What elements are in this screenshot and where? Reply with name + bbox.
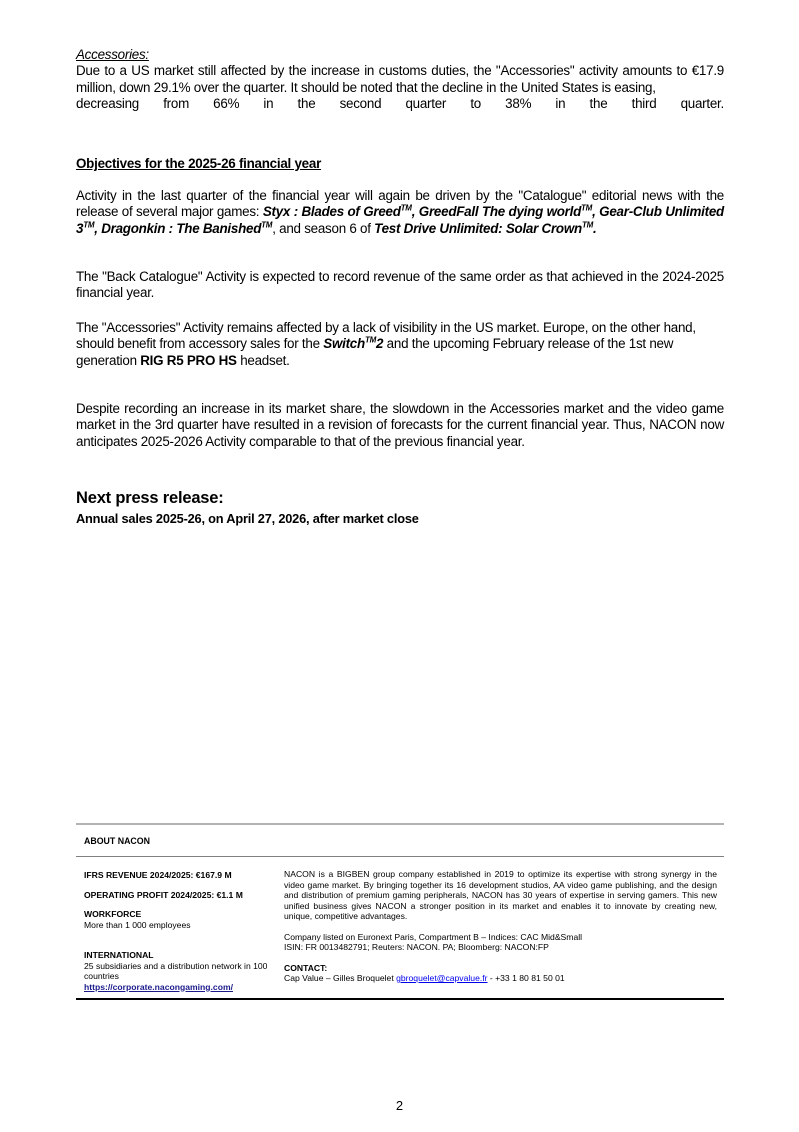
- game-title-styx: Styx : Blades of Greed: [262, 204, 401, 220]
- international-fact: INTERNATIONAL 25 subsidiaries and a distribution network in 100 countries https://corporate.nacongaming.com/: [84, 950, 268, 992]
- objectives-paragraph-back-catalogue: The "Back Catalogue" Activity is expected to record revenue of the same order as that achieved in the 2024-2025 financial year.: [76, 269, 724, 301]
- game-title-tdu: Test Drive Unlimited: Solar Crown: [374, 220, 582, 236]
- objectives-paragraph-forecast: Despite recording an increase in its market share, the slowdown in the Accessories market and the video game market in the 3rd quarter have resulted in a revision of forecasts for the current financial year. Thus, NACON now anticipates 2025-2026 Activity comparable to that of the previous financial year.: [76, 401, 724, 449]
- headset-product: RIG R5 PRO HS: [140, 352, 237, 368]
- game-title-greedfall: GreedFall The dying world: [418, 204, 582, 220]
- contact-line: Cap Value – Gilles Broquelet gbroquelet@capvalue.fr - +33 1 80 81 50 01: [284, 973, 565, 983]
- contact-label: CONTACT:: [284, 962, 328, 973]
- corporate-website-link[interactable]: https://corporate.nacongaming.com/: [84, 981, 233, 992]
- accessories-paragraph-last-line: decreasing from 66% in the second quarter to 38% in the third quarter.: [76, 95, 724, 111]
- divider-mid: [76, 856, 724, 857]
- objectives-paragraph-accessories: The "Accessories" Activity remains affected by a lack of visibility in the US market. Europe, on the other hand, should benefit from accessory sales for the Switch™2 and the upcoming February release of the 1st new generation RIG R5 PRO HS headset.: [76, 320, 696, 368]
- objectives-paragraph-catalogue: Activity in the last quarter of the financial year will again be driven by the "Catalogue" editorial news with the release of several major games: Styx : Blades of Greed™, GreedFall The dying world™, Gear-Club Unlimited 3™, Dragonkin : The Banished™, and season 6 of Test Drive Unlimited: Solar Crown™.: [76, 188, 724, 236]
- about-facts-column: [84, 870, 274, 992]
- company-description: NACON is a BIGBEN group company established in 2019 to optimize its expertise with strong synergy in the video game market. By bringing together its 16 development studios, AA video game publishing, and the design and distribution of premium gaming peripherals, NACON has 30 years of expertise in serving gamers. This new unified business gives NACON a stronger position in its market and enables it to innovate by creating new, unique, competitive advantages.: [284, 869, 717, 921]
- listing-info-line1: Company listed on Euronext Paris, Compartment B – Indices: CAC Mid&Small: [284, 931, 583, 942]
- game-title-dragonkin: Dragonkin : The Banished: [101, 220, 262, 236]
- next-release-detail: Annual sales 2025-26, on April 27, 2026, after market close: [76, 511, 419, 526]
- catalogue-intro: Activity in the last quarter of the financial year will again be driven by the "Catalogue" editorial news with the release of several major games:: [76, 188, 724, 220]
- profit-fact: OPERATING PROFIT 2024/2025: €1.1 M: [84, 889, 243, 900]
- about-description-column: [284, 869, 717, 984]
- listing-info-line2: ISIN: FR 0013482791; Reuters: NACON. PA; Bloomberg: NACON:FP: [284, 942, 549, 952]
- about-title: ABOUT NACON: [84, 836, 150, 846]
- switch-product: Switch: [323, 336, 365, 352]
- about-nacon-box: [76, 823, 724, 1000]
- objectives-heading: Objectives for the 2025-26 financial year: [76, 156, 322, 171]
- workforce-fact: WORKFORCE More than 1 000 employees: [84, 909, 191, 930]
- game-title-gear-club: Gear-Club Unlimited 3: [76, 204, 724, 236]
- divider-bottom: [76, 998, 724, 1000]
- contact-email-link[interactable]: gbroquelet@capvalue.fr: [396, 973, 488, 983]
- accessories-paragraph: Due to a US market still affected by the increase in customs duties, the "Accessories" activity amounts to €17.9 million, down 29.1% over the quarter. It should be noted that the decline in the United States is easing,: [76, 63, 724, 95]
- page-number: 2: [395, 1098, 404, 1113]
- divider-top: [76, 823, 724, 825]
- revenue-fact: IFRS REVENUE 2024/2025: €167.9 M: [84, 870, 232, 880]
- next-release-heading: Next press release:: [76, 489, 224, 507]
- accessories-heading: Accessories:: [76, 47, 149, 62]
- accessories-section: [76, 47, 724, 112]
